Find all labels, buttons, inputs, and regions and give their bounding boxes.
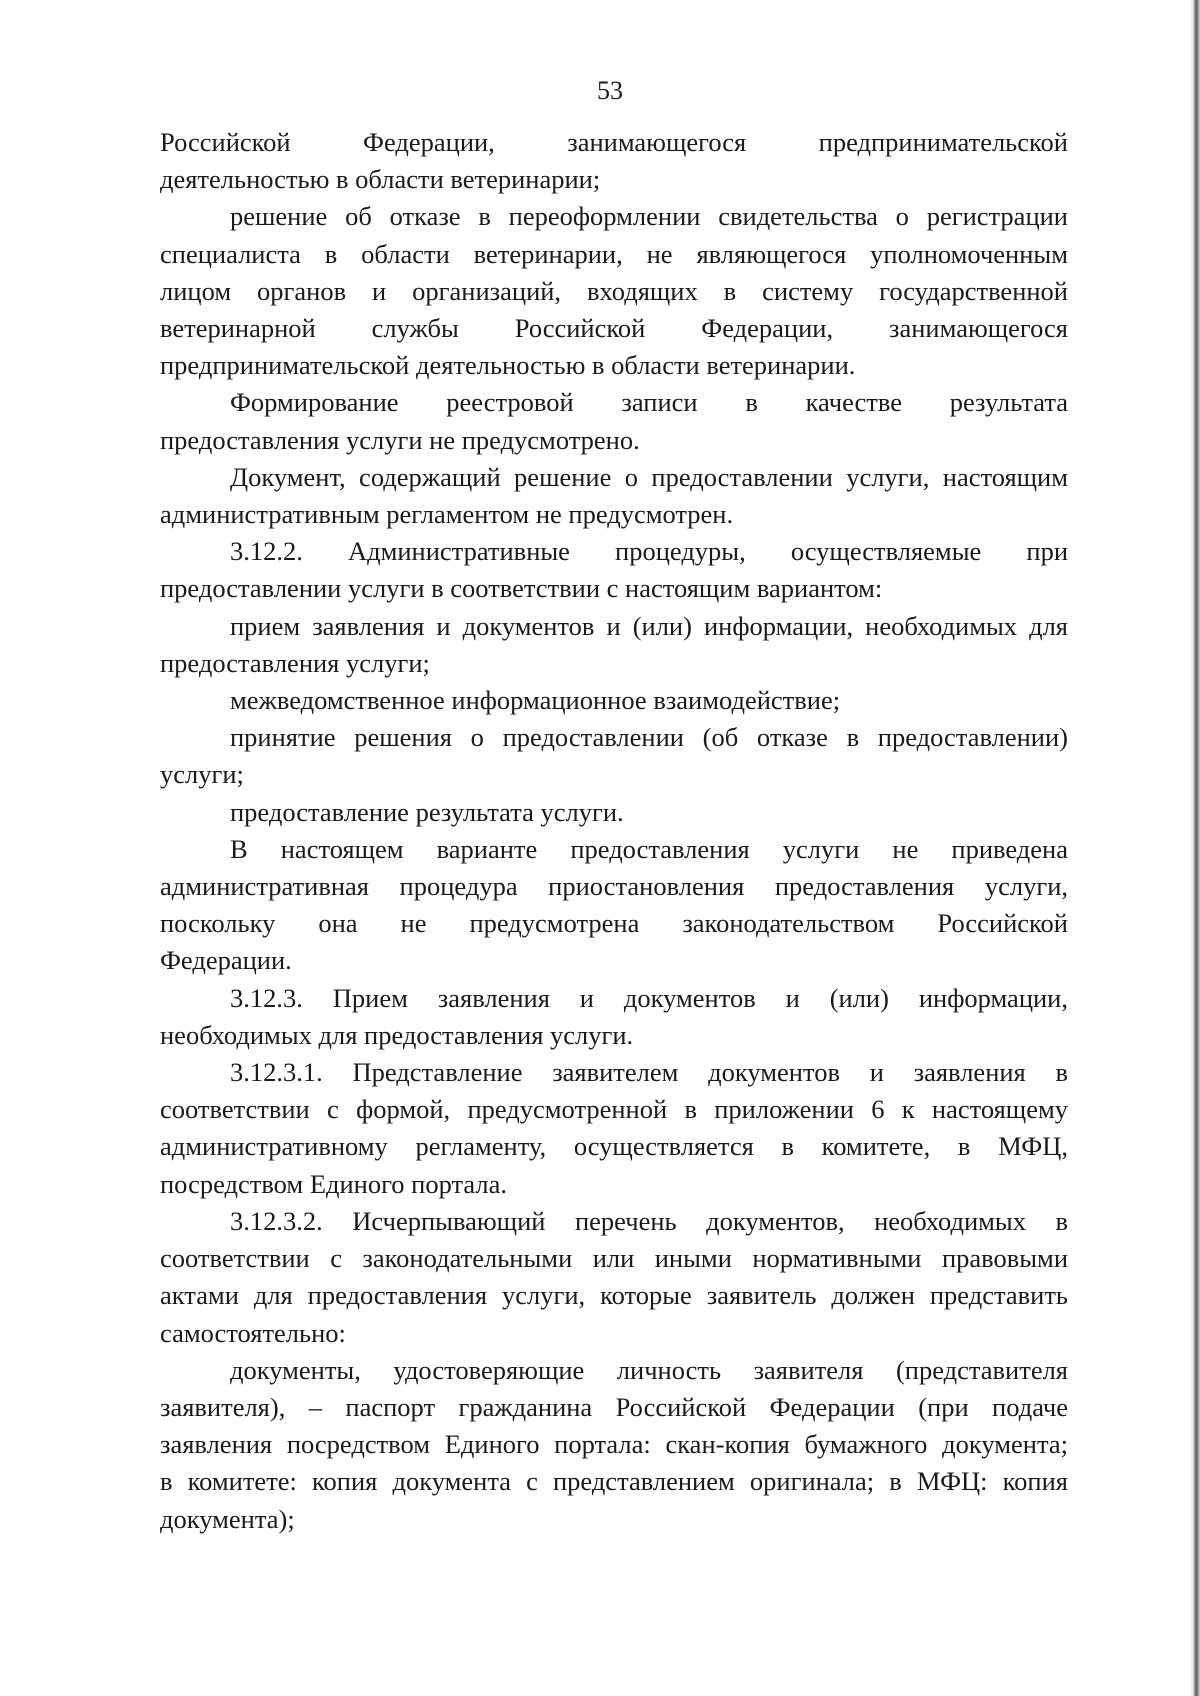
- paragraph: [160, 459, 1068, 533]
- text-line: самостоятельно:: [160, 1317, 346, 1348]
- text-line: лицом органов и организаций, входящих в систему государственной: [160, 275, 1068, 306]
- document-body: [160, 124, 1068, 1538]
- text-line: 3.12.3.1. Представление заявителем документов и заявления в: [230, 1057, 1068, 1088]
- text-line: предоставления услуги;: [160, 647, 430, 678]
- text-line: предоставление результата услуги.: [230, 796, 624, 827]
- text-line: предоставления услуги не предусмотрено.: [160, 424, 640, 455]
- text-line: ветеринарной службы Российской Федерации, занимающегося: [160, 313, 1068, 344]
- paragraph: [160, 608, 1068, 682]
- text-line: межведомственное информационное взаимодействие;: [230, 685, 841, 716]
- text-line: В настоящем варианте предоставления услуги не приведена: [230, 833, 1068, 864]
- text-line: прием заявления и документов и (или) информации, необходимых для: [230, 610, 1068, 641]
- paragraph: [160, 1054, 1068, 1203]
- paragraph: [160, 198, 1068, 384]
- page-number: 53: [597, 76, 623, 105]
- text-line: Документ, содержащий решение о предоставлении услуги, настоящим: [230, 461, 1068, 492]
- text-line: 3.12.3. Прием заявления и документов и (или) информации,: [230, 982, 1068, 1013]
- text-line: предпринимательской деятельностью в области ветеринарии.: [160, 350, 856, 381]
- paragraph: [160, 794, 1068, 831]
- text-line: поскольку она не предусмотрена законодательством Российской: [160, 908, 1068, 939]
- paragraph: [160, 384, 1068, 458]
- paragraph: [160, 719, 1068, 793]
- text-line: Федерации.: [160, 945, 292, 976]
- text-line: документы, удостоверяющие личность заявителя (представителя: [230, 1354, 1068, 1385]
- text-line: соответствии с формой, предусмотренной в приложении 6 к настоящему: [160, 1094, 1068, 1125]
- text-line: Российской Федерации, занимающегося предпринимательской: [160, 127, 1068, 157]
- text-line: специалиста в области ветеринарии, не являющегося уполномоченным: [160, 238, 1068, 269]
- paragraph: [160, 682, 1068, 719]
- text-line: 3.12.3.2. Исчерпывающий перечень документов, необходимых в: [230, 1205, 1068, 1236]
- text-line: необходимых для предоставления услуги.: [160, 1019, 634, 1050]
- paragraph: [160, 831, 1068, 980]
- text-line: решение об отказе в переоформлении свидетельства о регистрации: [230, 201, 1068, 232]
- text-line: административным регламентом не предусмотрен.: [160, 499, 734, 530]
- scan-edge-shadow: [1190, 0, 1200, 1696]
- text-line: административная процедура приостановления предоставления услуги,: [160, 871, 1068, 902]
- paragraph: [160, 980, 1068, 1054]
- text-line: 3.12.2. Административные процедуры, осуществляемые при: [230, 536, 1068, 567]
- text-line: услуги;: [160, 759, 244, 790]
- text-line: посредством Единого портала.: [160, 1168, 508, 1199]
- text-line: заявителя), – паспорт гражданина Российской Федерации (при подаче: [160, 1391, 1068, 1422]
- text-line: актами для предоставления услуги, которые заявитель должен представить: [160, 1280, 1068, 1311]
- text-line: предоставлении услуги в соответствии с настоящим вариантом:: [160, 573, 883, 604]
- text-line: документа);: [160, 1503, 295, 1534]
- paragraph: [160, 533, 1068, 607]
- text-line: деятельностью в области ветеринарии;: [160, 164, 601, 195]
- text-line: административному регламенту, осуществляется в комитете, в МФЦ,: [160, 1131, 1068, 1162]
- text-line: соответствии с законодательными или иными нормативными правовыми: [160, 1243, 1068, 1274]
- text-line: Формирование реестровой записи в качестве результата: [230, 387, 1068, 418]
- text-line: заявления посредством Единого портала: скан-копия бумажного документа;: [160, 1429, 1068, 1460]
- paragraph: [160, 1203, 1068, 1352]
- text-line: в комитете: копия документа с представлением оригинала; в МФЦ: копия: [160, 1466, 1068, 1497]
- text-line: принятие решения о предоставлении (об отказе в предоставлении): [230, 722, 1068, 753]
- paragraph: [160, 1352, 1068, 1538]
- paragraph: [160, 124, 1068, 198]
